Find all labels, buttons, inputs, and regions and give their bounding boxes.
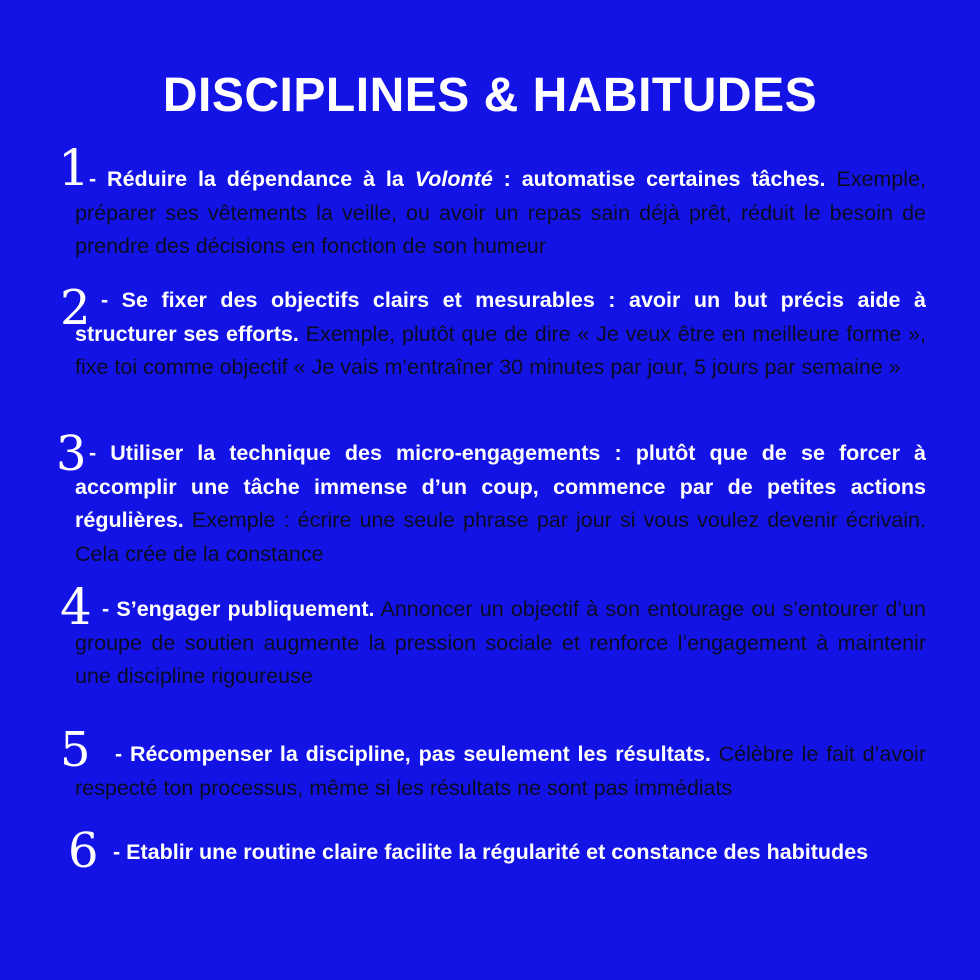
habit-2-heading: - Se fixer des objectifs clairs et mesurables : avoir un but précis aide à structurer ses efforts. — [75, 288, 926, 346]
number-1: 1 — [58, 139, 90, 197]
habit-4-text: Annoncer un objectif à son entourage ou s’entourer d’un groupe de soutien augmente la pression sociale et renforce l’engagement à maintenir une discipline rigoureuse — [75, 597, 926, 688]
habit-item-2 — [75, 284, 926, 385]
habit-3-heading: - Utiliser la technique des micro-engagements : plutôt que de se forcer à accomplir une tâche immense d’un coup, commence par de petites actions régulières. — [75, 441, 926, 532]
habit-3-text: Exemple : écrire une seule phrase par jour si vous voulez devenir écrivain. Cela crée de la constance — [75, 508, 926, 566]
habit-2-text: Exemple, plutôt que de dire « Je veux être en meilleure forme », fixe toi comme objectif « Je vais m’entraîner 30 minutes par jour, 5 jours par semaine » — [75, 321, 926, 379]
number-2: 2 — [60, 280, 91, 336]
habit-5-heading: - Récompenser la discipline, pas seulement les résultats. — [115, 742, 711, 766]
habit-1-heading: - Réduire la dépendance à la Volonté : automatise certaines tâches. — [89, 167, 826, 191]
habit-item-1 — [75, 163, 926, 264]
habit-1-text: Exemple, préparer ses vêtements la veille, ou avoir un repas sain déjà prêt, réduit le besoin de prendre des décisions en fonction de son humeur — [75, 167, 926, 258]
number-5: 5 — [60, 722, 91, 778]
habit-4-heading: - S’engager publiquement. — [102, 597, 375, 621]
habit-5-text: Célèbre le fait d’avoir respecté ton processus, même si les résultats ne sont pas immédiats — [75, 742, 926, 800]
habit-item-6 — [75, 836, 926, 870]
habit-6-heading: - Etablir une routine claire facilite la régularité et constance des habitudes — [113, 840, 869, 864]
page-title: DISCIPLINES & HABITUDES — [162, 69, 818, 122]
number-4: 4 — [60, 578, 92, 636]
habit-item-4 — [75, 593, 926, 694]
habit-item-3 — [75, 437, 926, 571]
number-6: 6 — [68, 823, 99, 879]
number-3: 3 — [56, 426, 87, 482]
habit-item-5 — [75, 738, 926, 805]
